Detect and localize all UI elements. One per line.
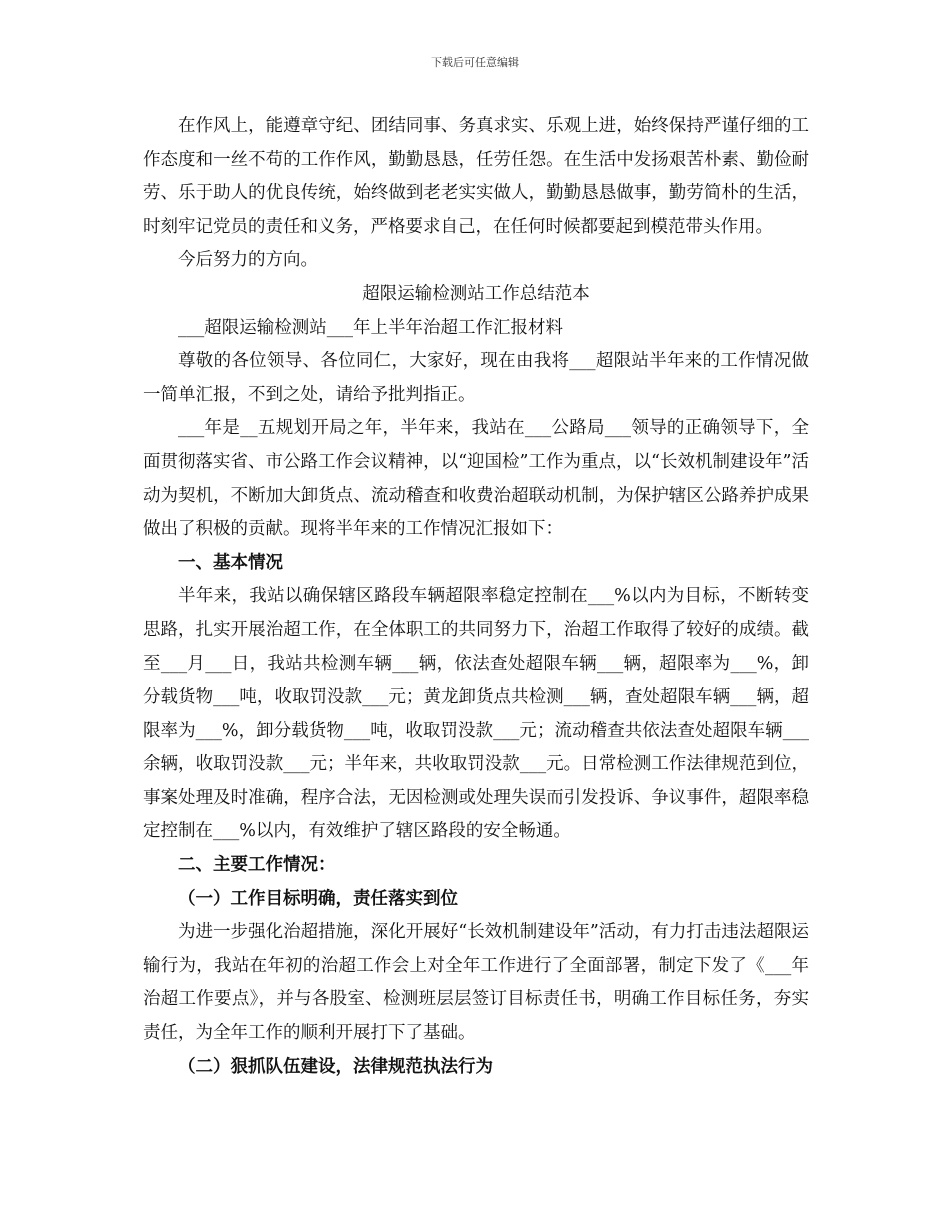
paragraph-greeting: 尊敬的各位领导、各位同仁，大家好，现在由我将___超限站半年来的工作情况做一简单汇报，不到之处，请给予批判指正。 bbox=[143, 351, 809, 405]
page-header: 下载后可任意编辑 bbox=[431, 56, 519, 69]
paragraph-work-style: 在作风上，能遵章守纪、团结同事、务真求实、乐观上进，始终保持严谨仔细的工作态度和一丝不苟的工作作风，勤勤恳恳，任劳任怨。在生活中发扬艰苦朴素、勤俭耐劳、乐于助人的优良传统，始终做到老老实实做人，勤勤恳恳做事，勤劳简朴的生活，时刻牢记党员的责任和义务，严格要求自己，在任何时候都要起到模范带头作用。 bbox=[143, 116, 809, 237]
paragraph-basic-situation: 半年来，我站以确保辖区路段车辆超限率稳定控制在___%以内为目标，不断转变思路，扎实开展治超工作，在全体职工的共同努力下，治超工作取得了较好的成绩。截至___月___日，我站共检测车辆___辆，依法查处超限车辆___辆，超限率为___%，卸分载货物___吨，收取罚没款___元；黄龙卸货点共检测___辆，查处超限车辆___辆，超限率为___%，卸分载货物___吨，收取罚没款___元；流动稽查共依法查处超限车辆___余辆，收取罚没款___元；半年来，共收取罚没款___元。日常检测工作法律规范到位，事案处理及时准确，程序合法，无因检测或处理失误而引发投诉、争议事件，超限率稳定控制在___%以内，有效维护了辖区路段的安全畅通。 bbox=[143, 586, 809, 842]
report-subtitle: ___超限运输检测站___年上半年治超工作汇报材料 bbox=[178, 317, 563, 338]
section-heading-main-work: 二、主要工作情况： bbox=[178, 855, 336, 876]
document-title: 超限运输检测站工作总结范本 bbox=[362, 283, 590, 304]
paragraph-future-direction: 今后努力的方向。 bbox=[178, 250, 318, 271]
document-body bbox=[143, 110, 809, 1084]
paragraph-intro: ___年是__五规划开局之年，半年来，我站在___公路局___领导的正确领导下，全面贯彻落实省、市公路工作会议精神，以“迎国检”工作为重点，以“长效机制建设年”活动为契机，不断加大卸货点、流动稽查和收费治超联动机制，为保护辖区公路养护成果做出了积极的贡献。现将半年来的工作情况汇报如下： bbox=[143, 418, 809, 540]
paragraph-goals: 为进一步强化治超措施，深化开展好“长效机制建设年”活动，有力打击违法超限运输行为，我站在年初的治超工作会上对全年工作进行了全面部署，制定下发了《___年治超工作要点》，并与各股室、检测班层层签订目标责任书，明确工作目标任务，夯实责任，为全年工作的顺利开展打下了基础。 bbox=[143, 922, 809, 1044]
subsection-heading-1: （一）工作目标明确，责任落实到位 bbox=[178, 888, 458, 909]
section-heading-basic: 一、基本情况 bbox=[178, 552, 283, 573]
subsection-heading-2: （二）狠抓队伍建设，法律规范执法行为 bbox=[178, 1056, 493, 1077]
